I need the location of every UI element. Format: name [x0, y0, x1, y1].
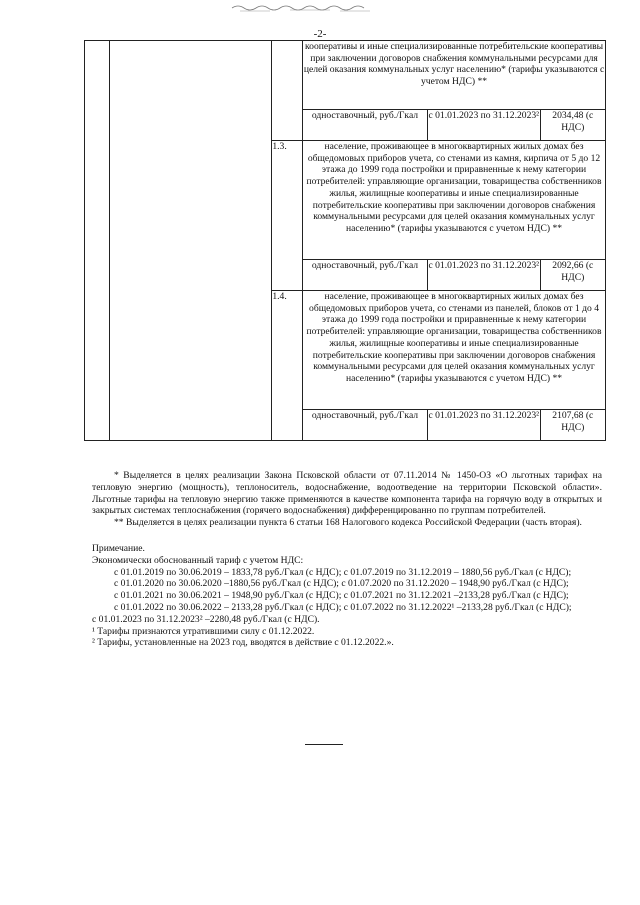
- note-footnote-2: ² Тарифы, установленные на 2023 год, вводятся в действие с 01.12.2022.».: [92, 637, 394, 649]
- period: с 01.01.2023 по 31.12.2023²: [427, 260, 540, 291]
- note-line: с 01.01.2023 по 31.12.2023² –2280,48 руб./Гкал (с НДС).: [92, 613, 320, 625]
- note-title: Примечание.: [92, 542, 145, 554]
- row-number: 1.4.: [272, 291, 303, 441]
- note-intro: Экономически обоснованный тариф с учетом НДС:: [92, 554, 304, 566]
- row-number: 1.3.: [272, 141, 303, 291]
- scan-noise: [230, 2, 380, 14]
- note-line: с 01.01.2021 по 30.06.2021 – 1948,90 руб./Гкал (с НДС); с 01.07.2021 по 31.12.2021 –2133,28 руб./Гкал (с НДС);: [114, 590, 569, 602]
- rate-type: одноставочный, руб./Гкал: [303, 110, 428, 141]
- row-description: население, проживающее в многоквартирных жилых домах без общедомовых приборов учета, со стенами из панелей, блоков от 1 до 4 этажа до 1999 года постройки и приравненные к нему категории потребителей: управляющие организации, товарищества собственников жилья, жилищные кооперативы и иные специализированные потребительские кооперативы при заключении договоров снабжения коммунальными ресурсами для целей оказания коммунальных услуг населению* (тарифы указываются с учетом НДС) **: [303, 291, 606, 410]
- rate-type: одноставочный, руб./Гкал: [303, 260, 428, 291]
- table-row: [85, 41, 606, 110]
- period: с 01.01.2023 по 31.12.2023²: [427, 410, 540, 441]
- tariff-value: 2092,66 (с НДС): [540, 260, 605, 291]
- footnote-double-star: ** Выделяется в целях реализации пункта 6 статьи 168 Налогового кодекса Российской Федерации (часть вторая).: [114, 517, 582, 529]
- row-description: население, проживающее в многоквартирных жилых домах без общедомовых приборов учета, со стенами из камня, кирпича от 5 до 12 этажа до 1999 года постройки и приравненные к нему категории потребителей: управляющие организации, товарищества собственников жилья, жилищные кооперативы и иные специализированные потребительские кооперативы при заключении договоров снабжения коммунальными ресурсами для целей оказания коммунальных услуг населению* (тарифы указываются с учетом НДС) **: [303, 141, 606, 260]
- note-line: с 01.01.2019 по 30.06.2019 – 1833,78 руб./Гкал (с НДС); с 01.07.2019 по 31.12.2019 – 1880,56 руб./Гкал (с НДС);: [114, 566, 572, 578]
- end-separator: [305, 744, 343, 745]
- row-description: кооперативы и иные специализированные потребительские кооперативы при заключении договоров снабжения коммунальными ресурсами для целей оказания коммунальных услуг населению* (тарифы указываются с учетом НДС) **: [303, 41, 606, 110]
- footnote-star: * Выделяется в целях реализации Закона Псковской области от 07.11.2014 № 1450-ОЗ «О льготных тарифах на тепловую энергию (мощность), теплоноситель, водоснабжение, водоотведение на территории Псковской области». Льготные тарифы на тепловую энергию также применяются в качестве компонента тарифа на горячую воду в открытых и закрытых системах теплоснабжения (горячего водоснабжения) дифференцированно по группам потребителей.: [92, 470, 602, 517]
- note-line: с 01.01.2022 по 30.06.2022 – 2133,28 руб./Гкал (с НДС); с 01.07.2022 по 31.12.2022¹ –2133,28 руб./Гкал (с НДС);: [114, 601, 572, 613]
- page-number: -2-: [313, 28, 327, 40]
- notes-section: [92, 470, 602, 649]
- empty-cell: [85, 41, 110, 441]
- empty-cell: [109, 41, 272, 441]
- tariff-value: 2107,68 (с НДС): [540, 410, 605, 441]
- tariff-value: 2034,48 (с НДС): [540, 110, 605, 141]
- rate-type: одноставочный, руб./Гкал: [303, 410, 428, 441]
- period: с 01.01.2023 по 31.12.2023²: [427, 110, 540, 141]
- tariff-table: [84, 40, 606, 441]
- note-footnote-1: ¹ Тарифы признаются утратившими силу с 01.12.2022.: [92, 625, 315, 637]
- row-number: [272, 41, 303, 141]
- note-line: с 01.01.2020 по 30.06.2020 –1880,56 руб./Гкал (с НДС); с 01.07.2020 по 31.12.2020 – 1948,90 руб./Гкал (с НДС);: [114, 578, 569, 590]
